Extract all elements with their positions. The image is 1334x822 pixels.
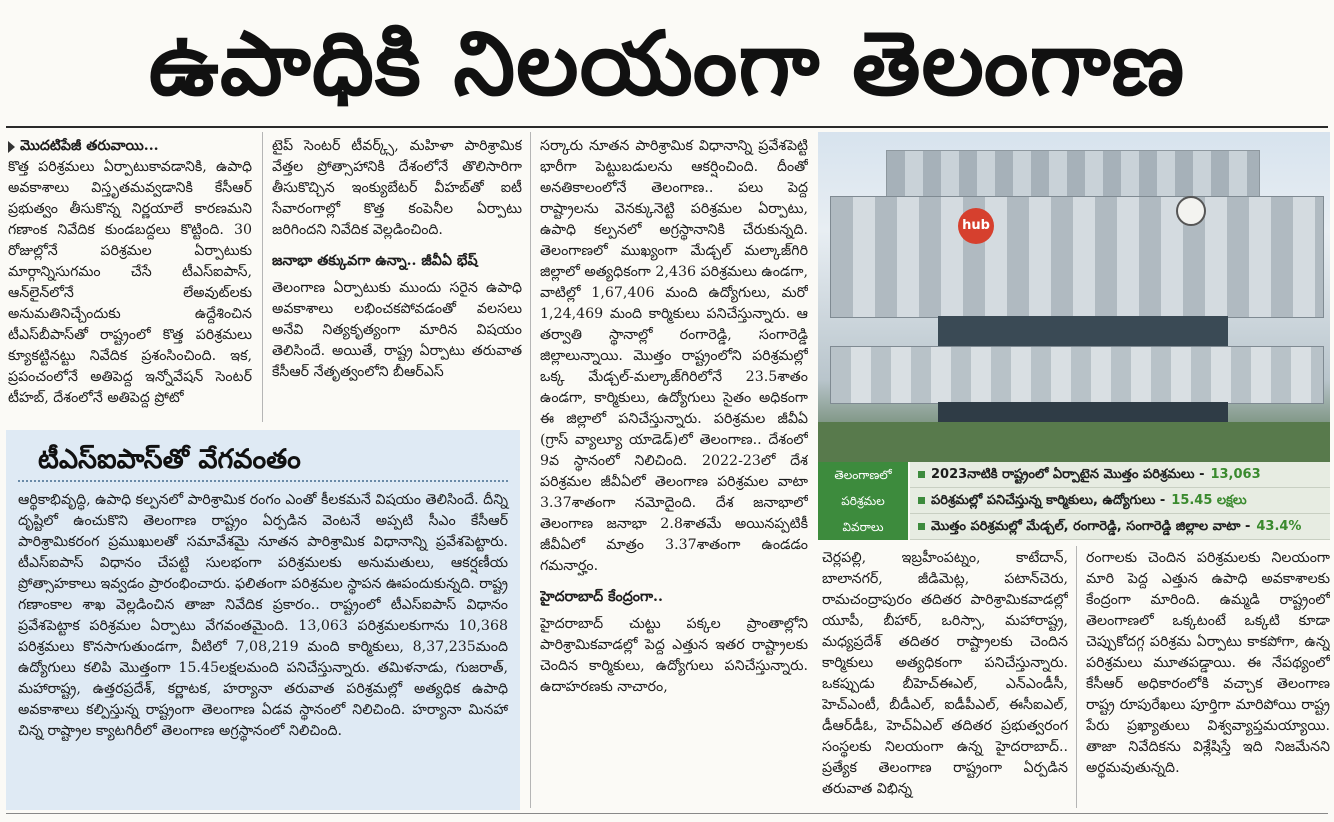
column-2-text-top: టైప్ సెంటర్ టీవర్క్స్, మహిళా పారిశ్రామిక వేత్తల ప్రోత్సాహానికి దేశంలోనే తొలిసారిగా తీసుకొచ్చిన ఇంక్యుబేటర్ వీహబ్‌తో ఐటీ సేవారంగాల్లో కొత్త కంపెనీల ఏర్పాటు జరిగిందని నివేదిక వెల్లడించింది. bbox=[272, 138, 522, 238]
column-3-text-bottom: హైదరాబాద్ చుట్టు పక్కల ప్రాంతాల్లోని పారిశ్రామికవాడల్లో పెద్ద ఎత్తున ఇతర రాష్ట్రాలకు చెందిన కార్మికులు, ఉద్యోగులు పనిచేస్తున్నారు. ఉదాహరణకు నాచారం, bbox=[540, 616, 808, 695]
stats-row-text: 2023నాటికి రాష్ట్రంలో ఏర్పాటైన మొత్తం పరిశ్రమలు - bbox=[931, 466, 1205, 482]
stats-row bbox=[910, 514, 1330, 540]
column-4 bbox=[822, 548, 1068, 804]
bullet-icon bbox=[918, 497, 925, 504]
bullet-icon bbox=[918, 471, 925, 478]
building-top-block bbox=[886, 150, 1260, 198]
stats-label-line: వివరాలు bbox=[842, 520, 884, 534]
subheading-hyderabad: హైదరాబాద్ కేంద్రంగా.. bbox=[540, 589, 663, 605]
column-5 bbox=[1086, 548, 1330, 804]
column-1-text: కొత్త పరిశ్రమలు ఏర్పాటుకావడానికి, ఉపాధి అవకాశాలు విస్తృతమవ్వడానికి కేసీఆర్ ప్రభుత్వం తీసుకొన్న నిర్ణయాలే కారణమని గణాంక నివేదిక కుండబద్దలు కొట్టింది. 30 రోజుల్లోనే పరిశ్రమల ఏర్పాటుకు మార్గాన్నిసుగమం చేసే టీఎస్ఐపాస్, ఆన్‌లైన్‌లోనే లేఅవుట్‌లకు అనుమతినిచ్చేందుకు ఉద్దేశించిన టీఎస్‌బీపాస్‌తో రాష్ట్రంలో కొత్త పరిశ్రమలు క్యూకట్టినట్టు నివేదిక ప్రశంసించింది. ఇక, ప్రపంచంలోనే అతిపెద్ద ఇన్నోవేషన్ సెంటర్ టీహబ్, దేశంలోనే అతిపెద్ద ప్రోటో bbox=[8, 159, 252, 406]
column-3-text-top: సర్కారు నూతన పారిశ్రామిక విధానాన్ని ప్రవేశపెట్టి భారీగా పెట్టుబడులను ఆకర్షించింది. దీంతో అనతికాలంలోనే తెలంగాణ.. పలు పెద్ద రాష్ట్రాలను వెనక్కునెట్టి పరిశ్రమల ఏర్పాటు, ఉపాధి కల్పనలో అగ్రస్థానానికి చేరుకున్నది. తెలంగాణలో ముఖ్యంగా మేడ్చల్ మల్కాజ్‌గిరి జిల్లాలో అత్యధికంగా 2,436 పరిశ్రమలు ఉండగా, వాటిల్లో 1,67,406 మంది ఉద్యోగులు, మరో 1,24,469 మంది కార్మికులు పనిచేస్తున్నారు. ఆ తర్వాతి స్థానాల్లో రంగారెడ్డి, సంగారెడ్డి జిల్లాలున్నాయి. మొత్తం రాష్ట్రంలోని పరిశ్రమల్లో ఒక్క మేడ్చల్-మల్కాజ్‌గిరిలోనే 23.5శాతం ఉండగా, కార్మికులు, ఉద్యోగులు సైతం అధికంగా ఈ జిల్లాలో పనిచేస్తున్నారు. పరిశ్రమల జీవీఏ (గ్రాస్ వ్యాల్యూ యాడెడ్)లో తెలంగాణ.. దేశంలో 9వ స్థానంలో నిలిచింది. 2022-23లో దేశ పరిశ్రమల జీవీఏలో తెలంగాణ పరిశ్రమల వాటా 3.37శాతంగా నమోదైంది. దేశ జనాభాలో తెలంగాణ జనాభా 2.8శాతమే అయినప్పటికీ జీవీఏలో మాత్రం 3.37శాతంగా ఉండడం గమనార్హం. bbox=[540, 138, 808, 574]
building-glass-floor bbox=[938, 316, 1228, 346]
stats-row bbox=[910, 488, 1330, 514]
ground-landscape bbox=[818, 422, 1330, 462]
stats-row-text: పరిశ్రమల్లో పనిచేస్తున్న కార్మికులు, ఉద్యోగులు - bbox=[931, 492, 1166, 508]
t-hub-logo: hub bbox=[958, 208, 994, 244]
bottom-rule bbox=[6, 813, 1328, 814]
column-2 bbox=[272, 136, 522, 426]
column-5-text: రంగాలకు చెందిన పరిశ్రమలకు నిలయంగా మారి పెద్ద ఎత్తున ఉపాధి అవకాశాలకు కేంద్రంగా మారింది. ఉమ్మడి రాష్ట్రంలో తెలంగాణలో ఒక్కటంటే ఒక్కటి కూడా చెప్పుకోదగ్గ పరిశ్రమ ఏర్పాటు కాకపోగా, ఉన్న పరిశ్రమలు మూతపడ్డాయి. ఈ నేపథ్యంలో కేసీఆర్ అధికారంలోకి వచ్చాక తెలంగాణ రాష్ట్ర రూపురేఖలు పూర్తిగా మారిపోయి రాష్ట్ర పేరు ప్రఖ్యాతులు విశ్వవ్యాప్తమయ్యాయి. తాజా నివేదికను విశ్లేషిస్తే ఇది నిజమేనని అర్థమవుతున్నది. bbox=[1086, 550, 1330, 776]
building-lower-block bbox=[830, 346, 1324, 404]
column-divider bbox=[1076, 546, 1077, 808]
box-text: ఆర్థికాభివృద్ధి, ఉపాధి కల్పనలో పారిశ్రామిక రంగం ఎంతో కీలకమనే విషయం తెలిసిందే. దీన్ని దృష్టిలో ఉంచుకొని తెలంగాణ రాష్ట్రం ఏర్పడిన వెంటనే అప్పటి సీఎం కేసీఆర్ పారిశ్రామికరంగ ప్రముఖులతో సమావేశమై నూతన పారిశ్రామిక విధానాన్ని ప్రవేశపెట్టారు. టీఎస్ఐపాస్ విధానం చేపట్టి సులభంగా పరిశ్రమలకు అనుమతులు, ఆకర్షణీయ ప్రోత్సాహకాలు ఇవ్వడం ప్రారంభించారు. ఫలితంగా పరిశ్రమల స్థాపన ఊపందుకున్నది. రాష్ట్ర గణాంకాల శాఖ వెల్లడించిన తాజా నివేదిక ప్రకారం.. రాష్ట్రంలో టీఎస్ఐపాస్ విధానం ప్రవేశపెట్టాక పరిశ్రమల ఏర్పాటు వేగవంతమైంది. 13,063 పరిశ్రమలకుగాను 10,368 పరిశ్రమలు కొనసాగుతుండగా, వీటిలో 7,08,219 మంది కార్మికులు, 8,37,235మంది ఉద్యోగులు కలిపి మొత్తంగా 15.45లక్షలమంది పనిచేస్తున్నారు. తమిళనాడు, గుజరాత్, మహారాష్ట్ర, ఉత్తరప్రదేశ్, కర్ణాటక, హర్యానా తరువాత పరిశ్రమల్లో అత్యధిక ఉపాధి అవకాశాలు కల్పిస్తున్న రాష్ట్రంగా తెలంగాణ ఏడవ స్థానంలో నిలిచింది. హర్యానా మినహా చిన్న రాష్ట్రాల క్యాటగిరీలో తెలంగాణ అగ్రస్థానంలో నిలిచింది. bbox=[18, 492, 508, 739]
stats-row-value: 15.45 లక్షలు bbox=[1171, 492, 1247, 508]
continuation-label: మొదటిపేజీ తరువాయి... bbox=[20, 138, 159, 154]
box-heading: టీఎస్ఐపాస్‌తో వేగవంతం bbox=[18, 440, 508, 482]
stats-label-line: పరిశ్రమల bbox=[841, 494, 885, 508]
bullet-icon bbox=[918, 523, 925, 530]
column-divider bbox=[530, 132, 531, 808]
stats-infobox bbox=[818, 462, 1330, 540]
stats-row-text: మొత్తం పరిశ్రమల్లో మేడ్చల్, రంగారెడ్డి, సంగారెడ్డి జిల్లాల వాటా - bbox=[931, 518, 1251, 534]
stats-row-value: 13,063 bbox=[1210, 466, 1261, 482]
headline-rule bbox=[6, 126, 1328, 128]
highlight-box bbox=[6, 430, 520, 810]
stats-row-value: 43.4% bbox=[1256, 518, 1302, 534]
subheading-population-gva: జనాభా తక్కువగా ఉన్నా.. జీవీఏ భేష్ bbox=[272, 253, 478, 269]
stats-label bbox=[818, 462, 908, 540]
arrow-right-icon bbox=[8, 141, 15, 153]
column-divider bbox=[262, 132, 263, 422]
continuation-marker bbox=[8, 136, 252, 157]
column-1 bbox=[8, 136, 252, 426]
column-2-text-bottom: తెలంగాణ ఏర్పాటుకు ముందు సరైన ఉపాధి అవకాశాలు లభించకపోవడంతో వలసలు అనేవి నిత్యకృత్యంగా మారిన విషయం తెలిసిందే. అయితే, రాష్ట్ర ఏర్పాటు తరువాత కేసీఆర్ నేతృత్వంలోని బీఆర్ఎస్ bbox=[272, 280, 522, 380]
column-3 bbox=[540, 136, 808, 804]
stats-label-line: తెలంగాణలో bbox=[834, 468, 892, 482]
headline: ఉపాధికి నిలయంగా తెలంగాణ bbox=[148, 12, 1186, 115]
t-hub-building-photo bbox=[818, 132, 1330, 462]
column-4-text: చెర్లపల్లి, ఇబ్రహీంపట్నం, కాటేదాన్, బాలానగర్, జీడిమెట్ల, పటాన్‌చెరు, రామచంద్రాపురం తదితర పారిశ్రామికవాడల్లో యూపీ, బీహార్, ఒరిస్సా, మహారాష్ట్ర, మధ్యప్రదేశ్ తదితర రాష్ట్రాలకు చెందిన కార్మికులు అత్యధికంగా పనిచేస్తున్నారు. ఒకప్పుడు బీహెచ్ఈఎల్, ఎన్ఎండీసీ, హెచ్ఎంటీ, బీడీఎల్, ఐడీపీఎల్, ఈసీఐఎల్, డీఆర్‌డీఓ, హెచ్‌ఏఎల్ తదితర ప్రభుత్వరంగ సంస్థలకు నిలయంగా ఉన్న హైదరాబాద్.. ప్రత్యేక తెలంగాణ రాష్ట్రంగా ఏర్పడిన తరువాత విభిన్న bbox=[822, 550, 1068, 797]
stats-rows bbox=[910, 462, 1330, 540]
stats-row bbox=[910, 462, 1330, 488]
clock-icon bbox=[1176, 196, 1206, 226]
building-middle-block bbox=[830, 196, 1324, 318]
